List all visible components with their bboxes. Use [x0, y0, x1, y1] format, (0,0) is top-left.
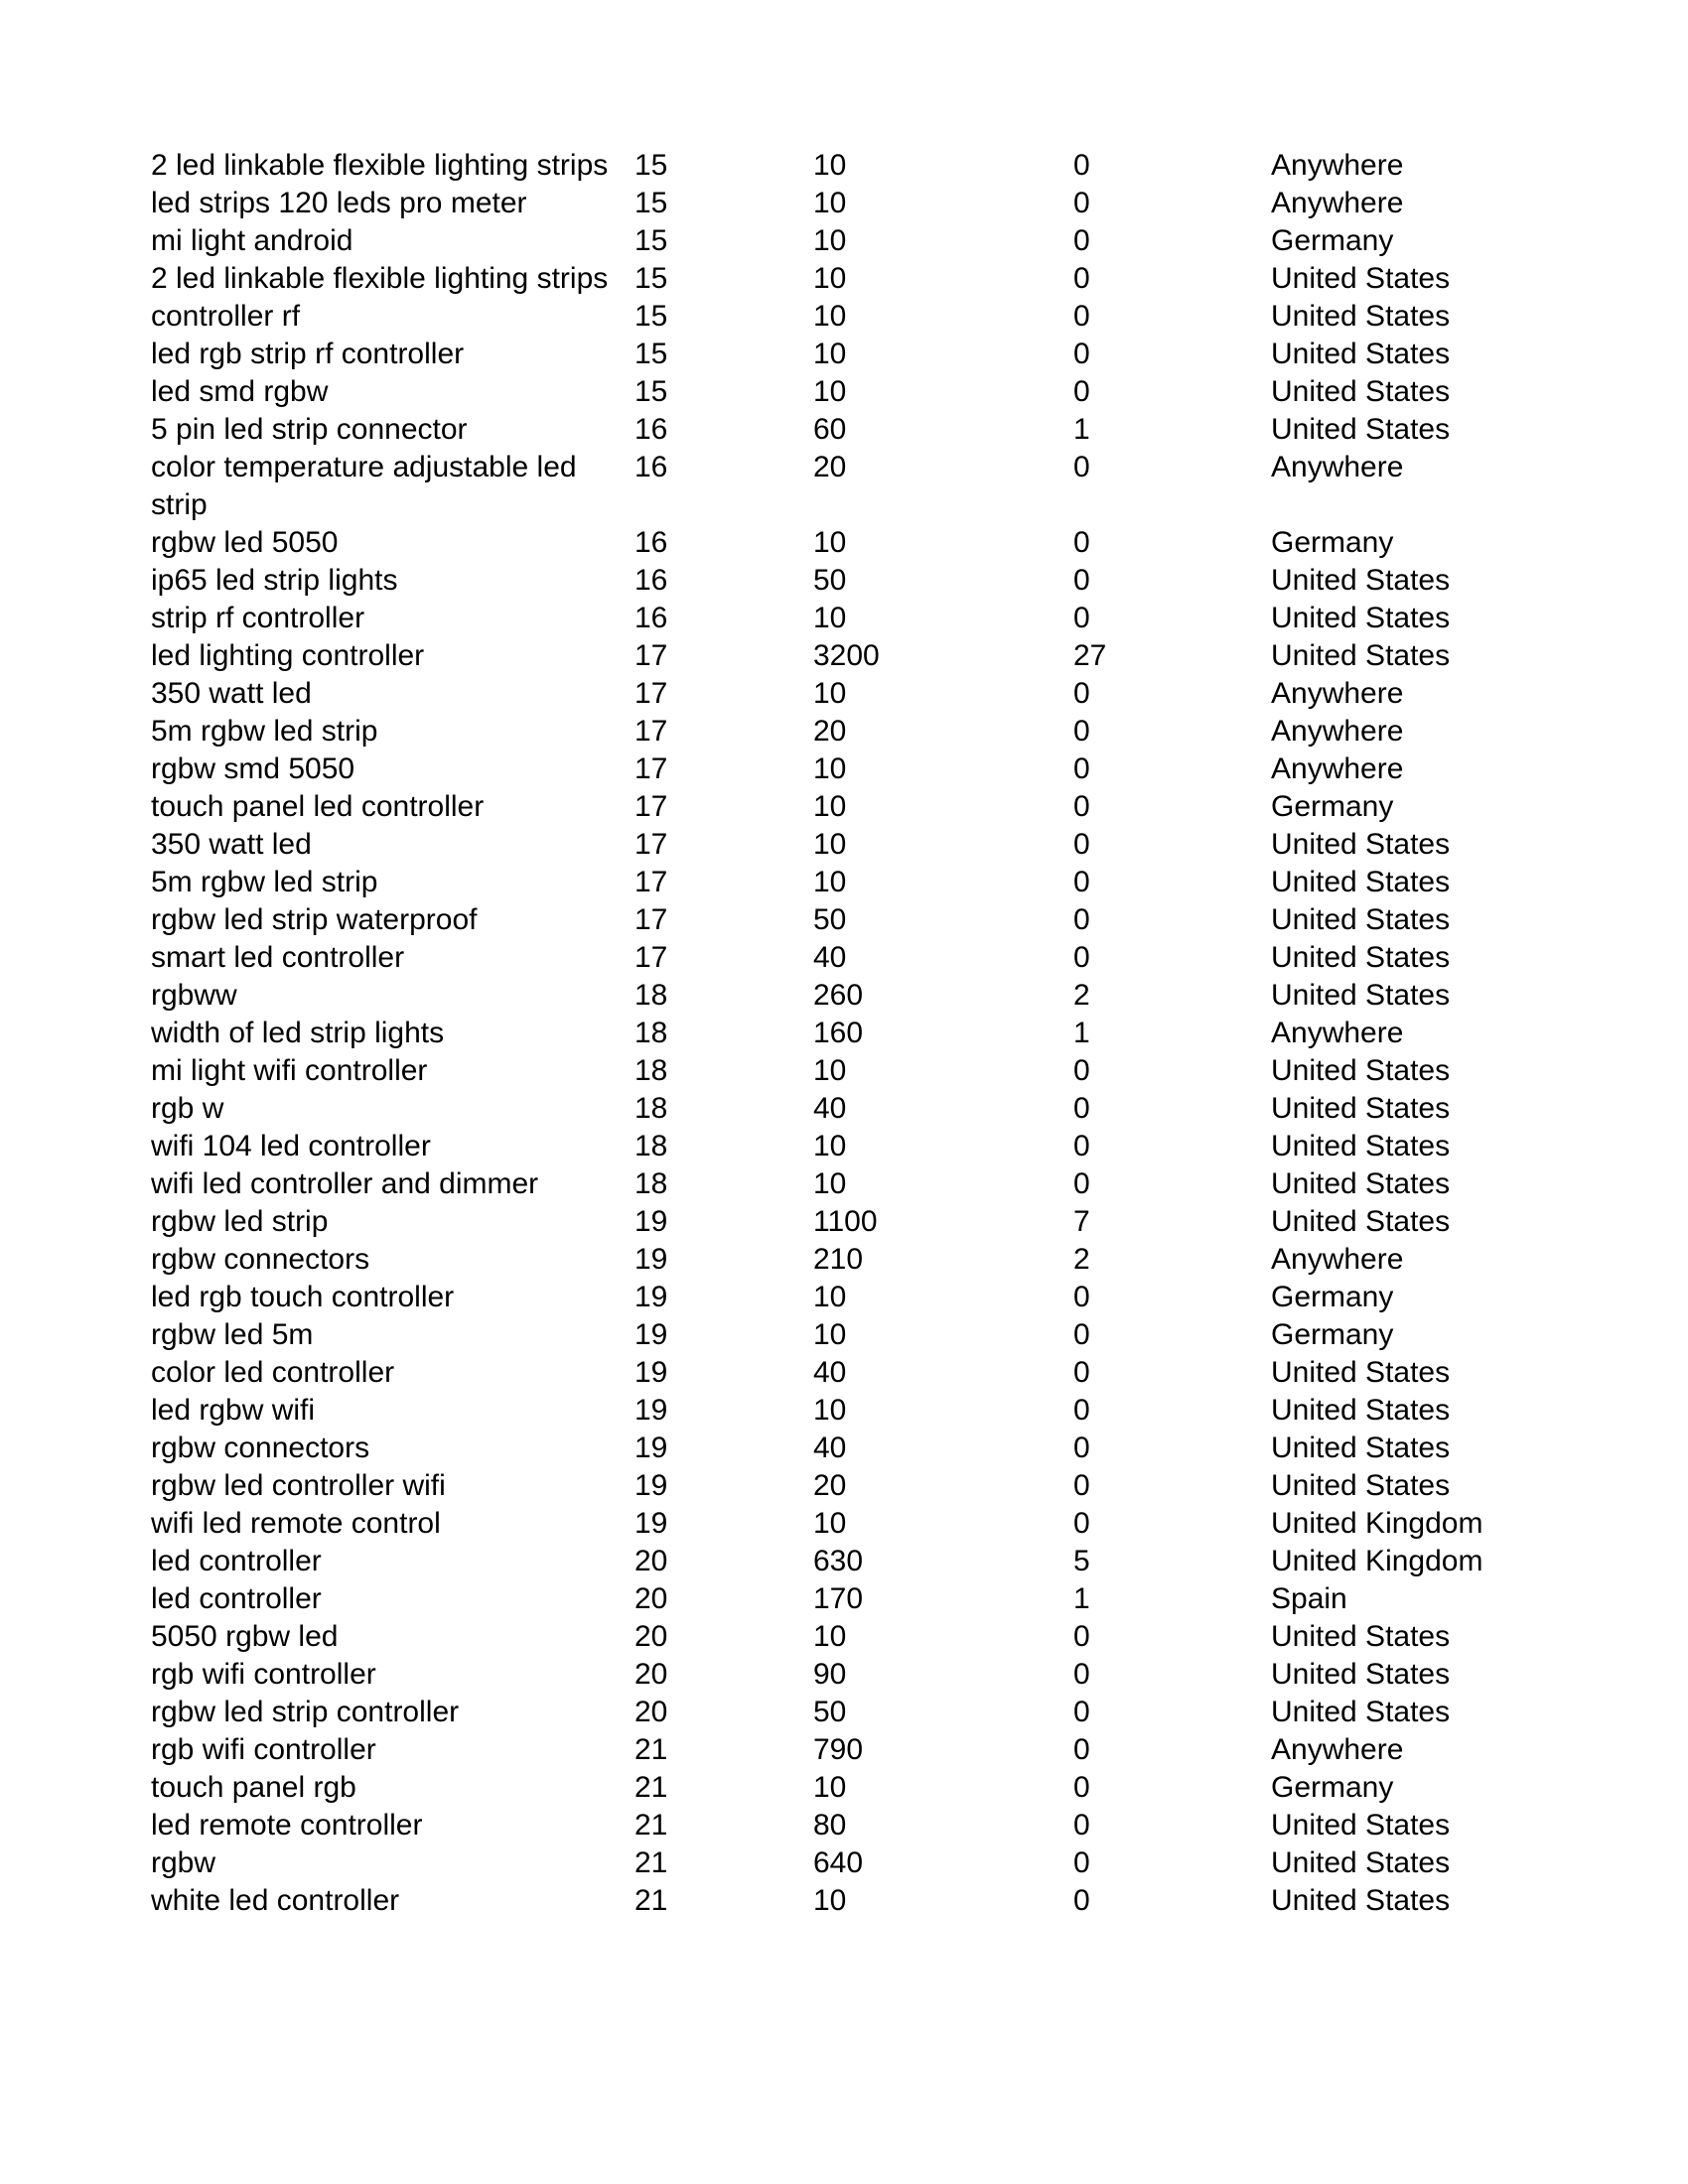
- keyword-cell: smart led controller: [151, 941, 405, 974]
- volume-cell: 60: [813, 413, 847, 446]
- volume-cell: 20: [813, 715, 847, 748]
- volume-cell: 790: [813, 1733, 864, 1766]
- table-row: [151, 939, 1541, 977]
- count-cell: 2: [1073, 1243, 1090, 1276]
- position-cell: 16: [634, 564, 668, 597]
- volume-cell: 10: [813, 1620, 847, 1653]
- table-row: [151, 1769, 1541, 1807]
- position-cell: 15: [634, 375, 668, 408]
- table-row: [151, 1694, 1541, 1731]
- table-row: [151, 336, 1541, 373]
- count-cell: 27: [1073, 639, 1107, 672]
- count-cell: 0: [1073, 715, 1090, 748]
- location-cell: United Kingdom: [1271, 1545, 1483, 1577]
- keyword-cell: 5m rgbw led strip: [151, 715, 378, 748]
- location-cell: United States: [1271, 1846, 1451, 1879]
- location-cell: Anywhere: [1271, 149, 1404, 182]
- table-row: [151, 222, 1541, 260]
- count-cell: 0: [1073, 677, 1090, 710]
- count-cell: 0: [1073, 564, 1090, 597]
- table-row: [151, 1430, 1541, 1467]
- position-cell: 15: [634, 262, 668, 295]
- keyword-cell: rgbw connectors: [151, 1432, 370, 1464]
- location-cell: United States: [1271, 1356, 1451, 1389]
- count-cell: 0: [1073, 1394, 1090, 1427]
- location-cell: Germany: [1271, 1281, 1394, 1313]
- table-row: [151, 713, 1541, 751]
- location-cell: United States: [1271, 979, 1451, 1012]
- position-cell: 19: [634, 1243, 668, 1276]
- position-cell: 15: [634, 338, 668, 370]
- count-cell: 0: [1073, 1432, 1090, 1464]
- position-cell: 19: [634, 1432, 668, 1464]
- keyword-cell: led controller: [151, 1545, 322, 1577]
- keyword-cell: 5050 rgbw led: [151, 1620, 339, 1653]
- location-cell: Anywhere: [1271, 1017, 1404, 1049]
- location-cell: United States: [1271, 866, 1451, 898]
- table-row: [151, 1580, 1541, 1618]
- table-row: [151, 1618, 1541, 1656]
- count-cell: 1: [1073, 1582, 1090, 1615]
- volume-cell: 10: [813, 300, 847, 333]
- count-cell: 0: [1073, 1469, 1090, 1502]
- table-row: [151, 1731, 1541, 1769]
- position-cell: 20: [634, 1545, 668, 1577]
- position-cell: 20: [634, 1696, 668, 1728]
- location-cell: Germany: [1271, 1771, 1394, 1804]
- keyword-cell: rgb w: [151, 1092, 224, 1125]
- table-row: [151, 1128, 1541, 1165]
- location-cell: Anywhere: [1271, 1733, 1404, 1766]
- keyword-cell: 350 watt led: [151, 677, 312, 710]
- location-cell: Germany: [1271, 1318, 1394, 1351]
- table-row: [151, 901, 1541, 939]
- location-cell: Anywhere: [1271, 752, 1404, 785]
- volume-cell: 10: [813, 1167, 847, 1200]
- keyword-table: [151, 147, 1541, 1920]
- position-cell: 18: [634, 1130, 668, 1162]
- keyword-cell: 5 pin led strip connector: [151, 413, 468, 446]
- table-row: [151, 675, 1541, 713]
- volume-cell: 10: [813, 526, 847, 559]
- location-cell: United States: [1271, 602, 1451, 634]
- position-cell: 17: [634, 866, 668, 898]
- keyword-cell: rgb wifi controller: [151, 1658, 376, 1691]
- volume-cell: 20: [813, 451, 847, 483]
- keyword-cell: led rgb strip rf controller: [151, 338, 465, 370]
- keyword-cell: led rgb touch controller: [151, 1281, 455, 1313]
- location-cell: Spain: [1271, 1582, 1347, 1615]
- location-cell: Germany: [1271, 790, 1394, 823]
- keyword-cell: led controller: [151, 1582, 322, 1615]
- table-row: [151, 1467, 1541, 1505]
- volume-cell: 10: [813, 790, 847, 823]
- location-cell: United States: [1271, 1884, 1451, 1917]
- count-cell: 0: [1073, 262, 1090, 295]
- keyword-cell: rgbw led strip controller: [151, 1696, 460, 1728]
- table-row: [151, 185, 1541, 222]
- table-row: [151, 1052, 1541, 1090]
- keyword-cell: rgbw led 5m: [151, 1318, 314, 1351]
- keyword-cell: touch panel led controller: [151, 790, 485, 823]
- location-cell: United Kingdom: [1271, 1507, 1483, 1540]
- table-row: [151, 1241, 1541, 1279]
- keyword-cell: 350 watt led: [151, 828, 312, 861]
- count-cell: 0: [1073, 1092, 1090, 1125]
- volume-cell: 50: [813, 903, 847, 936]
- volume-cell: 10: [813, 828, 847, 861]
- table-row: [151, 1656, 1541, 1694]
- position-cell: 17: [634, 639, 668, 672]
- volume-cell: 40: [813, 1092, 847, 1125]
- position-cell: 19: [634, 1507, 668, 1540]
- volume-cell: 160: [813, 1017, 864, 1049]
- table-row: [151, 524, 1541, 562]
- position-cell: 16: [634, 451, 668, 483]
- volume-cell: 80: [813, 1809, 847, 1842]
- count-cell: 0: [1073, 187, 1090, 219]
- volume-cell: 10: [813, 1281, 847, 1313]
- count-cell: 2: [1073, 979, 1090, 1012]
- table-row: [151, 864, 1541, 901]
- location-cell: Anywhere: [1271, 677, 1404, 710]
- position-cell: 21: [634, 1809, 668, 1842]
- keyword-cell: rgbw led controller wifi: [151, 1469, 446, 1502]
- volume-cell: 40: [813, 941, 847, 974]
- keyword-cell: rgbw connectors: [151, 1243, 370, 1276]
- count-cell: 0: [1073, 375, 1090, 408]
- count-cell: 0: [1073, 224, 1090, 257]
- keyword-cell: rgbw: [151, 1846, 216, 1879]
- location-cell: United States: [1271, 300, 1451, 333]
- position-cell: 17: [634, 790, 668, 823]
- keyword-cell: wifi 104 led controller: [151, 1130, 431, 1162]
- keyword-cell: rgbw smd 5050: [151, 752, 355, 785]
- position-cell: 19: [634, 1356, 668, 1389]
- count-cell: 0: [1073, 1846, 1090, 1879]
- volume-cell: 10: [813, 677, 847, 710]
- table-row: [151, 147, 1541, 185]
- table-row: [151, 1354, 1541, 1392]
- volume-cell: 10: [813, 338, 847, 370]
- position-cell: 17: [634, 715, 668, 748]
- volume-cell: 10: [813, 262, 847, 295]
- count-cell: 0: [1073, 1507, 1090, 1540]
- position-cell: 17: [634, 828, 668, 861]
- position-cell: 15: [634, 149, 668, 182]
- position-cell: 19: [634, 1281, 668, 1313]
- position-cell: 15: [634, 187, 668, 219]
- volume-cell: 10: [813, 1318, 847, 1351]
- position-cell: 21: [634, 1771, 668, 1804]
- keyword-cell: 2 led linkable flexible lighting strips: [151, 149, 609, 182]
- location-cell: United States: [1271, 1658, 1451, 1691]
- table-row: [151, 260, 1541, 298]
- count-cell: 0: [1073, 1771, 1090, 1804]
- location-cell: Germany: [1271, 224, 1394, 257]
- position-cell: 18: [634, 1054, 668, 1087]
- count-cell: 1: [1073, 1017, 1090, 1049]
- count-cell: 0: [1073, 941, 1090, 974]
- location-cell: United States: [1271, 1432, 1451, 1464]
- volume-cell: 10: [813, 1130, 847, 1162]
- count-cell: 0: [1073, 1658, 1090, 1691]
- position-cell: 18: [634, 1167, 668, 1200]
- table-row: [151, 977, 1541, 1015]
- table-row: [151, 1316, 1541, 1354]
- count-cell: 0: [1073, 790, 1090, 823]
- keyword-cell: led strips 120 leds pro meter: [151, 187, 527, 219]
- position-cell: 17: [634, 941, 668, 974]
- table-row: [151, 1203, 1541, 1241]
- table-row: [151, 637, 1541, 675]
- position-cell: 19: [634, 1394, 668, 1427]
- count-cell: 0: [1073, 866, 1090, 898]
- keyword-table-body: [151, 147, 1541, 1920]
- location-cell: United States: [1271, 941, 1451, 974]
- location-cell: United States: [1271, 375, 1451, 408]
- volume-cell: 10: [813, 1054, 847, 1087]
- volume-cell: 10: [813, 866, 847, 898]
- location-cell: United States: [1271, 1469, 1451, 1502]
- position-cell: 20: [634, 1620, 668, 1653]
- location-cell: United States: [1271, 1092, 1451, 1125]
- keyword-cell: width of led strip lights: [151, 1017, 445, 1049]
- position-cell: 15: [634, 224, 668, 257]
- position-cell: 18: [634, 1017, 668, 1049]
- position-cell: 21: [634, 1846, 668, 1879]
- volume-cell: 10: [813, 187, 847, 219]
- table-row: [151, 298, 1541, 336]
- count-cell: 0: [1073, 526, 1090, 559]
- table-row: [151, 1015, 1541, 1052]
- volume-cell: 40: [813, 1432, 847, 1464]
- table-row: [151, 826, 1541, 864]
- table-row: [151, 1807, 1541, 1844]
- keyword-cell: rgbw led strip waterproof: [151, 903, 478, 936]
- location-cell: United States: [1271, 1620, 1451, 1653]
- volume-cell: 10: [813, 1771, 847, 1804]
- keyword-cell: color temperature adjustable led strip: [151, 451, 577, 521]
- count-cell: 0: [1073, 602, 1090, 634]
- table-row: [151, 562, 1541, 600]
- keyword-cell: ip65 led strip lights: [151, 564, 398, 597]
- location-cell: United States: [1271, 1809, 1451, 1842]
- count-cell: 0: [1073, 451, 1090, 483]
- position-cell: 18: [634, 979, 668, 1012]
- count-cell: 0: [1073, 1281, 1090, 1313]
- count-cell: 0: [1073, 828, 1090, 861]
- location-cell: United States: [1271, 639, 1451, 672]
- volume-cell: 90: [813, 1658, 847, 1691]
- location-cell: Anywhere: [1271, 715, 1404, 748]
- table-row: [151, 1505, 1541, 1543]
- location-cell: United States: [1271, 903, 1451, 936]
- table-row: [151, 1279, 1541, 1316]
- keyword-cell: mi light android: [151, 224, 353, 257]
- count-cell: 0: [1073, 1356, 1090, 1389]
- location-cell: United States: [1271, 1696, 1451, 1728]
- count-cell: 0: [1073, 300, 1090, 333]
- count-cell: 0: [1073, 1054, 1090, 1087]
- keyword-cell: led lighting controller: [151, 639, 425, 672]
- position-cell: 19: [634, 1318, 668, 1351]
- location-cell: Anywhere: [1271, 451, 1404, 483]
- volume-cell: 50: [813, 1696, 847, 1728]
- volume-cell: 10: [813, 602, 847, 634]
- volume-cell: 20: [813, 1469, 847, 1502]
- keyword-cell: rgbw led strip: [151, 1205, 329, 1238]
- table-row: [151, 411, 1541, 449]
- keyword-cell: led rgbw wifi: [151, 1394, 316, 1427]
- keyword-cell: rgbww: [151, 979, 237, 1012]
- table-row: [151, 600, 1541, 637]
- position-cell: 17: [634, 752, 668, 785]
- keyword-cell: strip rf controller: [151, 602, 365, 634]
- location-cell: United States: [1271, 413, 1451, 446]
- location-cell: United States: [1271, 1205, 1451, 1238]
- keyword-cell: wifi led remote control: [151, 1507, 441, 1540]
- volume-cell: 10: [813, 1507, 847, 1540]
- location-cell: Germany: [1271, 526, 1394, 559]
- count-cell: 0: [1073, 1620, 1090, 1653]
- keyword-cell: color led controller: [151, 1356, 395, 1389]
- position-cell: 17: [634, 903, 668, 936]
- table-row: [151, 373, 1541, 411]
- location-cell: United States: [1271, 1394, 1451, 1427]
- volume-cell: 170: [813, 1582, 864, 1615]
- volume-cell: 10: [813, 375, 847, 408]
- position-cell: 16: [634, 526, 668, 559]
- keyword-cell: led smd rgbw: [151, 375, 329, 408]
- table-row: [151, 1844, 1541, 1882]
- count-cell: 0: [1073, 338, 1090, 370]
- location-cell: United States: [1271, 828, 1451, 861]
- position-cell: 16: [634, 602, 668, 634]
- keyword-cell: white led controller: [151, 1884, 400, 1917]
- count-cell: 0: [1073, 903, 1090, 936]
- position-cell: 16: [634, 413, 668, 446]
- keyword-cell: led remote controller: [151, 1809, 423, 1842]
- position-cell: 19: [634, 1469, 668, 1502]
- keyword-cell: 5m rgbw led strip: [151, 866, 378, 898]
- volume-cell: 1100: [813, 1205, 878, 1238]
- keyword-cell: wifi led controller and dimmer: [151, 1167, 539, 1200]
- location-cell: United States: [1271, 338, 1451, 370]
- table-row: [151, 1090, 1541, 1128]
- volume-cell: 10: [813, 752, 847, 785]
- location-cell: United States: [1271, 262, 1451, 295]
- location-cell: Anywhere: [1271, 187, 1404, 219]
- position-cell: 20: [634, 1582, 668, 1615]
- volume-cell: 210: [813, 1243, 864, 1276]
- keyword-cell: touch panel rgb: [151, 1771, 356, 1804]
- volume-cell: 40: [813, 1356, 847, 1389]
- position-cell: 15: [634, 300, 668, 333]
- position-cell: 17: [634, 677, 668, 710]
- volume-cell: 3200: [813, 639, 880, 672]
- count-cell: 0: [1073, 149, 1090, 182]
- count-cell: 0: [1073, 1884, 1090, 1917]
- keyword-cell: rgbw led 5050: [151, 526, 339, 559]
- volume-cell: 10: [813, 224, 847, 257]
- volume-cell: 50: [813, 564, 847, 597]
- volume-cell: 10: [813, 149, 847, 182]
- table-row: [151, 751, 1541, 788]
- volume-cell: 10: [813, 1394, 847, 1427]
- count-cell: 0: [1073, 1733, 1090, 1766]
- table-row: [151, 1882, 1541, 1920]
- location-cell: United States: [1271, 1130, 1451, 1162]
- keyword-cell: 2 led linkable flexible lighting strips: [151, 262, 609, 295]
- volume-cell: 260: [813, 979, 864, 1012]
- table-row: [151, 1543, 1541, 1580]
- count-cell: 5: [1073, 1545, 1090, 1577]
- count-cell: 0: [1073, 752, 1090, 785]
- count-cell: 0: [1073, 1809, 1090, 1842]
- position-cell: 18: [634, 1092, 668, 1125]
- position-cell: 21: [634, 1733, 668, 1766]
- volume-cell: 630: [813, 1545, 864, 1577]
- count-cell: 1: [1073, 413, 1090, 446]
- location-cell: United States: [1271, 1054, 1451, 1087]
- table-row: [151, 788, 1541, 826]
- count-cell: 0: [1073, 1696, 1090, 1728]
- position-cell: 20: [634, 1658, 668, 1691]
- position-cell: 19: [634, 1205, 668, 1238]
- table-row: [151, 1392, 1541, 1430]
- count-cell: 0: [1073, 1167, 1090, 1200]
- keyword-cell: rgb wifi controller: [151, 1733, 376, 1766]
- location-cell: Anywhere: [1271, 1243, 1404, 1276]
- location-cell: United States: [1271, 564, 1451, 597]
- count-cell: 7: [1073, 1205, 1090, 1238]
- volume-cell: 640: [813, 1846, 864, 1879]
- volume-cell: 10: [813, 1884, 847, 1917]
- location-cell: United States: [1271, 1167, 1451, 1200]
- table-row: [151, 449, 1541, 524]
- count-cell: 0: [1073, 1318, 1090, 1351]
- table-row: [151, 1165, 1541, 1203]
- count-cell: 0: [1073, 1130, 1090, 1162]
- position-cell: 21: [634, 1884, 668, 1917]
- keyword-cell: controller rf: [151, 300, 301, 333]
- keyword-cell: mi light wifi controller: [151, 1054, 428, 1087]
